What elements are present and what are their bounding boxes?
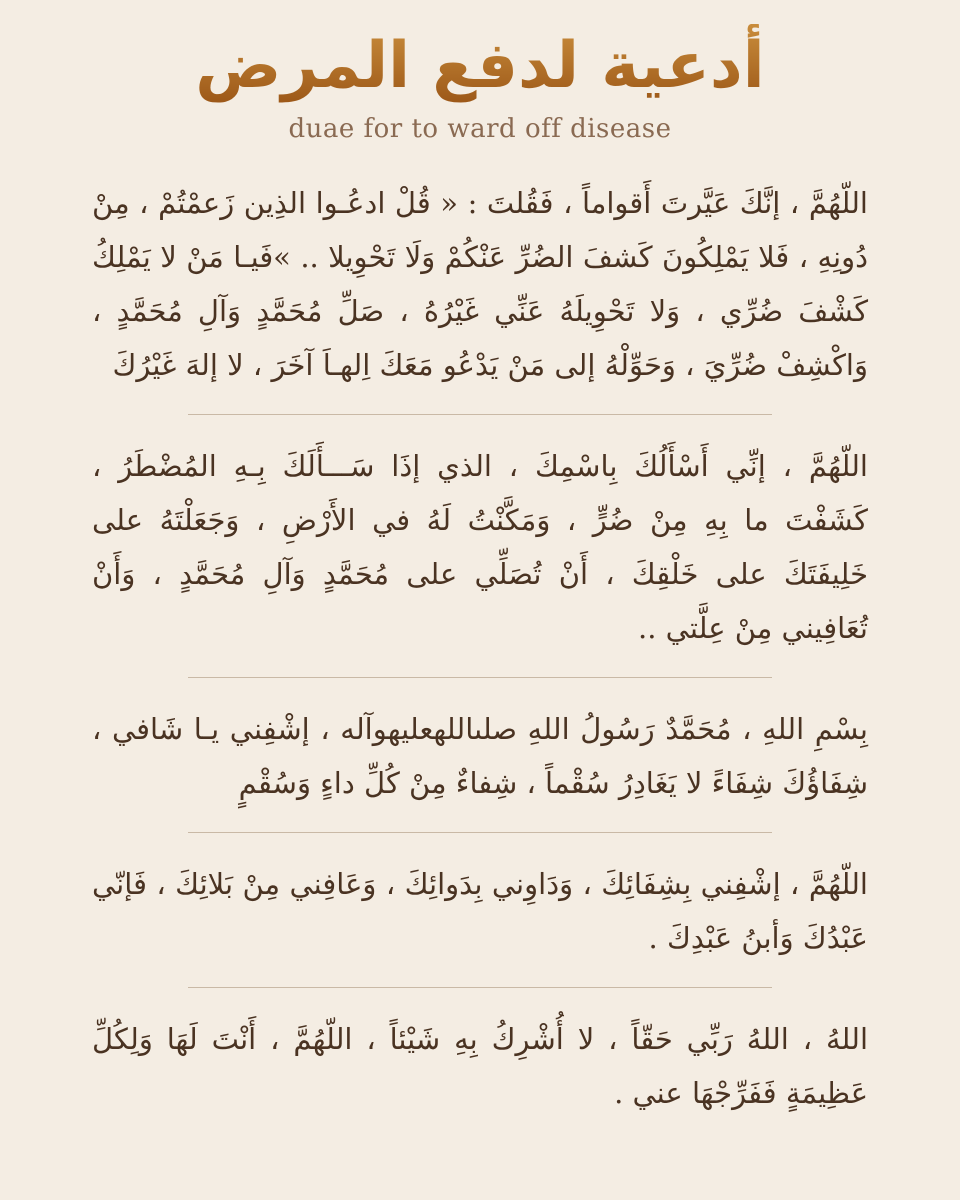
section-divider [188,832,772,833]
duas-list [92,176,868,1120]
page-title: أدعية لدفع المرض [0,24,960,108]
section-divider [188,414,772,415]
dua-paragraph: بِسْمِ اللهِ ، مُحَمَّدٌ رَسُولُ اللهِ صلىاللهعليهوآله ، إشْفِني يـا شَافي ، شِفَاؤُكَ شِفَاءً لا يَغَادِرُ سُقْماً ، شِفاءٌ مِنْ كُلِّ داءٍ وَسُقْمٍ [92,712,868,800]
dua-paragraph: اللّهُمَّ ، إنِّي أَسْأَلُكَ بِاسْمِكَ ، الذي إذَا سَـــأَلَكَ بِـهِ المُضْطَرُ ، كَشَفْتَ ما بِهِ مِنْ ضُرٍّ ، وَمَكَّنْتُ لَهُ في الأَرْضِ ، وَجَعَلْتَهُ على خَلِيفَتَكَ على خَلْقِكَ ، أَنْ تُصَلِّي على مُحَمَّدٍ وَآلِ مُحَمَّدٍ ، وَأَنْ تُعَافِيني مِنْ عِلَّتي .. [92,449,868,645]
dua-paragraph: اللّهُمَّ ، إنَّكَ عَيَّرتَ أَقواماً ، فَقُلتَ : « قُلْ ادعُـوا الذِين زَعمْتُمْ ، مِنْ دُونِهِ ، فَلا يَمْلِكُونَ كَشفَ الضُرِّ عَنْكُمْ وَلَا تَحْوِيلا .. »فَيـا مَنْ لا يَمْلِكُ كَشْفَ ضُرِّي ، وَلا تَحْوِيلَهُ عَنِّي غَيْرُهُ ، صَلِّ مُحَمَّدٍ وَآلِ مُحَمَّدٍ ، وَاكْشِفْ ضُرِّيَ ، وَحَوِّلْهُ إلى مَنْ يَدْعُو مَعَكَ اِلهـاَ آخَرَ ، لا إلهَ غَيْرُكَ [92,186,868,382]
dua-paragraph: اللّهُمَّ ، إشْفِني بِشِفَائِكَ ، وَدَاوِني بِدَوائِكَ ، وَعَافِني مِنْ بَلائِكَ ، فَإنّي عَبْدُكَ وَأبنُ عَبْدِكَ . [92,867,868,955]
dua-paragraph: اللهُ ، اللهُ رَبِّي حَقّاً ، لا أُشْرِكُ بِهِ شَيْئاً ، اللّهُمَّ ، أَنْتَ لَهَا وَلِكُلِّ عَظِيمَةٍ فَفَرِّجْهَا عني . [92,1022,868,1110]
section-divider [188,987,772,988]
page-subtitle: duae for to ward off disease [288,114,672,144]
section-divider [188,677,772,678]
